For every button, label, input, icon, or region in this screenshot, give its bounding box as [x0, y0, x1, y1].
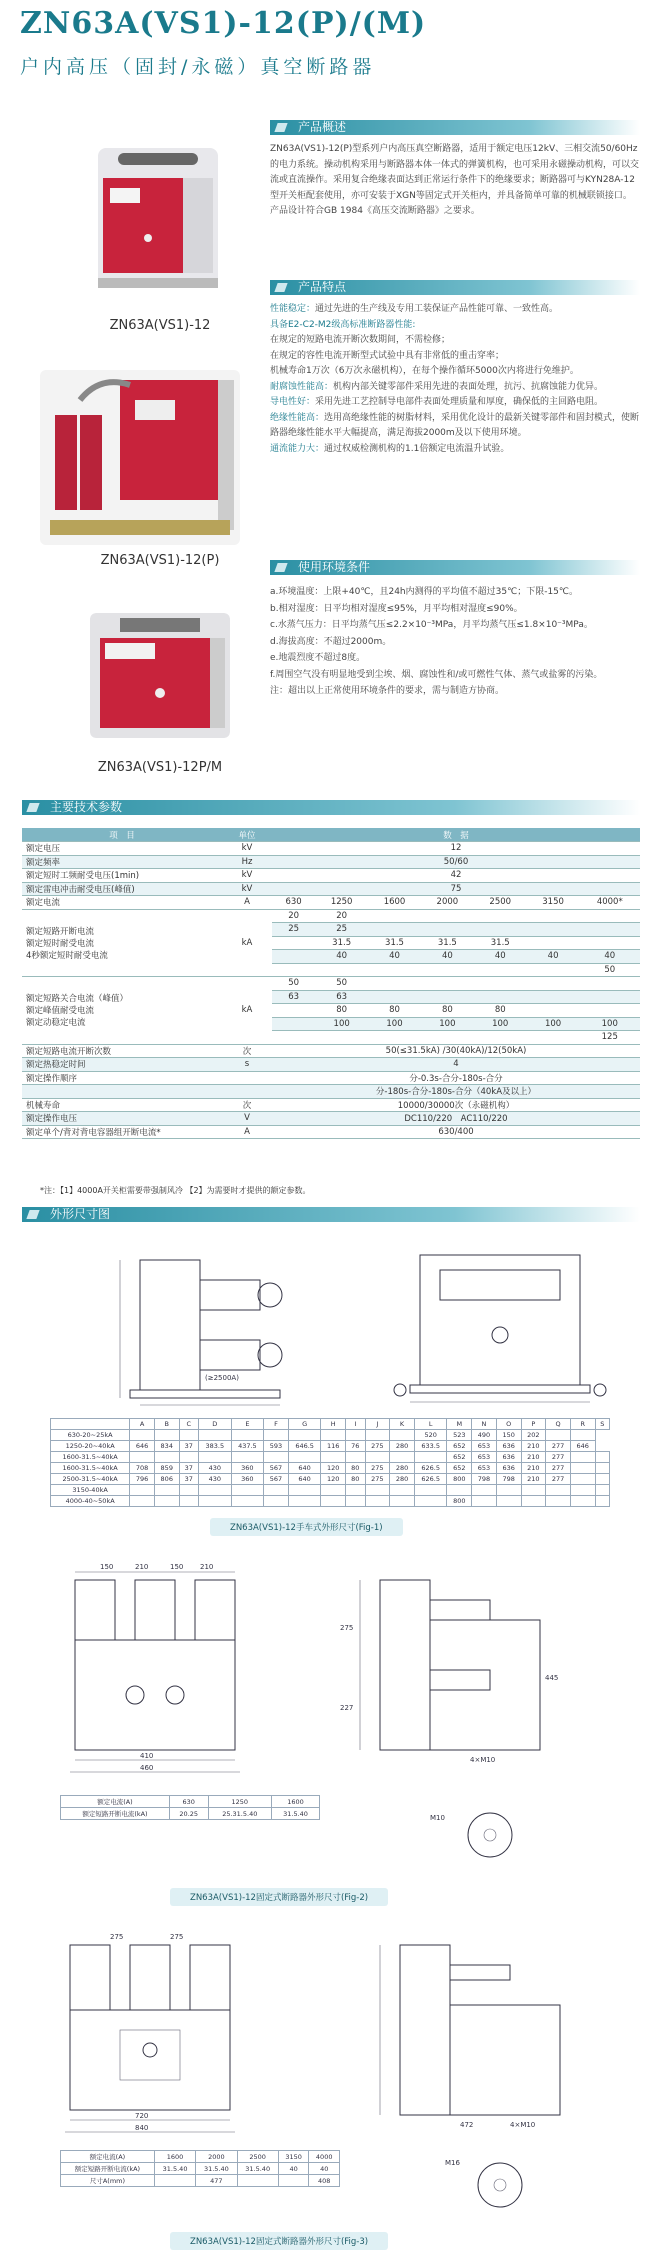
spec-note: *注：【1】4000A开关柜需要带强制风冷 【2】为需要时才提供的额定参数。 [40, 1186, 311, 1195]
table-row: 4000-40~50kA 800 [51, 1496, 610, 1507]
env-item: e.地震烈度不超过8度。 [270, 653, 366, 663]
fig1-side-drawing [110, 1240, 320, 1410]
table-header: 项 目 单位 数 据 [22, 828, 640, 842]
dimensions-heading: 外形尺寸图 [22, 1207, 640, 1222]
feature-item: 绝缘性能高：选用高绝缘性能的树脂材料，采用优化设计的最新关键零部件和固封模式，使断路器绝缘性能水平大幅提高，满足海拔2000m及以下使用环境。 [270, 412, 640, 438]
table-row: 50 [22, 963, 640, 977]
table-row: 机械寿命 次 10000/30000次（永磁机构） [22, 1098, 640, 1112]
table-row: 额定热稳定时间 s 4 [22, 1058, 640, 1072]
overview-text: ZN63A(VS1)-12(P)型系列户内高压真空断路器，适用于额定电压12kV、三相交流50/60Hz的电力系统。操动机构采用与断路器本体一体式的弹簧机构，也可采用永磁操动机构，可以交流或直流操作。采用复合绝缘表面达到正常运行条件下的绝缘要求；断路器可与KYN28A-12型开关柜配套使用，亦可安装于XGN等固定式开关柜内，并具备简单可靠的机械联锁接口。产品设计符合GB 1984《高压交流断路器》之要求。 [270, 144, 640, 216]
svg-text:472: 472 [460, 2121, 474, 2129]
table-row: 额定电流(A) 630 1250 1600 [61, 1796, 320, 1808]
svg-text:840: 840 [135, 2124, 149, 2132]
page-title: ZN63A(VS1)-12(P)/(M) [20, 6, 427, 41]
svg-text:720: 720 [135, 2112, 149, 2120]
feature-item: 在规定的容性电流开断型式试验中具有非常低的重击穿率； [270, 350, 505, 361]
svg-text:4×M10: 4×M10 [510, 2121, 536, 2129]
svg-text:275: 275 [170, 1933, 184, 1941]
fig3-current-table [60, 2150, 340, 2187]
svg-text:210: 210 [135, 1563, 149, 1571]
table-row: 25 25 [22, 923, 640, 937]
svg-text:150: 150 [100, 1563, 114, 1571]
fig2-side-drawing [330, 1570, 560, 1770]
table-row: 额定单个/背对背电容器组开断电流* A 630/400 [22, 1125, 640, 1139]
svg-text:227: 227 [340, 1704, 354, 1712]
product-caption-2: ZN63A(VS1)-12(P) [100, 553, 220, 568]
svg-text:M10: M10 [430, 1814, 445, 1822]
env-item: c.水蒸气压力：日平均蒸气压≤2.2×10⁻³MPa，月平均蒸气压≤1.8×10⁻³MPa。 [270, 620, 593, 630]
table-row: 额定短路开断电流(kA) 31.5.40 31.5.40 31.5.40 40 40 [61, 2163, 340, 2175]
table-row: 63 63 [22, 990, 640, 1004]
fig2-current-table [60, 1795, 320, 1820]
feature-item: 导电性好：采用先进工艺控制导电部件表面处理质量和厚度，确保低的主回路电阻。 [270, 397, 604, 407]
feature-item: 机械寿命1万次（6万次永磁机构），在每个操作循环5000次内将进行免维护。 [270, 366, 579, 376]
table-row: 80 80 80 80 [22, 1004, 640, 1018]
spec-heading: 主要技术参数 [22, 800, 640, 815]
fig2-caption: ZN63A(VS1)-12固定式断路器外形尺寸(Fig-2) [170, 1888, 388, 1906]
env-item: d.海拔高度：不超过2000m。 [270, 636, 392, 647]
environment-list [270, 584, 640, 700]
table-row: 1250-20~40kA 646 834 37 383.5 437.5 593 646.5 116 76 275 280 633.5 652 653 636 210 277 646 [51, 1441, 610, 1452]
environment-heading: 使用环境条件 [270, 560, 640, 575]
table-row: 尺寸A(mm) 477 408 [61, 2175, 340, 2187]
table-row: 40 40 40 40 40 40 [22, 950, 640, 964]
product-image-1 [88, 138, 228, 298]
table-row: 1600-31.5~40kA 652 653 636 210 277 [51, 1452, 610, 1463]
env-item: 注：超出以上正常使用环境条件的要求，需与制造方协商。 [270, 686, 505, 696]
env-item: f.周围空气没有明显地受到尘埃、烟、腐蚀性和/或可燃性气体、蒸气或盐雾的污染。 [270, 669, 603, 680]
table-row: 额定短路电流开断次数 次 50(≤31.5kA) /30(40kA)/12(50kA) [22, 1044, 640, 1058]
table-row: 额定频率 Hz 50/60 [22, 855, 640, 869]
table-row: 31.5 31.5 31.5 31.5 [22, 936, 640, 950]
fig1-dimension-table: A B C D E F G H I J K L M N O P Q R S 630-20~25kA 520 523 490 150 202 1250-20~40kA 646 834 37 383.5 437.5 593 646.5 116 76 275 280 633.5 652 653 636 210 277 646 1600-31.5~40kA 652 653 636 210 277 1600-31.5~40kA 708 859 37 430 360 567 640 120 80 275 280 626.5 652 653 636 210 277 2500-31.5~40kA 796 806 37 430 360 567 640 120 80 275 280 626.5 800 798 798 210 277 3150-40kA 4000-40~50kA 800 [50, 1418, 610, 1507]
feature-item: 性能稳定：通过先进的生产线及专用工装保证产品性能可靠、一致性高。 [270, 304, 559, 314]
fig1-caption: ZN63A(VS1)-12手车式外形尺寸(Fig-1) [210, 1518, 403, 1536]
feature-item: 耐腐蚀性能高：机构内部关键零部件采用先进的表面处理，抗污、抗腐蚀能力优异。 [270, 381, 604, 392]
feature-item: 通流能力大：通过权威检测机构的1.1倍额定电流温升试验。 [270, 443, 510, 454]
product-image-3 [90, 613, 230, 738]
table-row: 3150-40kA [51, 1485, 610, 1496]
table-row: 630-20~25kA 520 523 490 150 202 [51, 1430, 610, 1441]
fig1-front-drawing [380, 1240, 620, 1410]
svg-text:460: 460 [140, 1764, 154, 1772]
table-row: 1600-31.5~40kA 708 859 37 430 360 567 640 120 80 275 280 626.5 652 653 636 210 277 [51, 1463, 610, 1474]
features-heading: 产品特点 [270, 280, 640, 295]
svg-text:445: 445 [545, 1674, 559, 1682]
svg-text:410: 410 [140, 1752, 154, 1760]
table-row: 额定操作电压 V DC110/220 AC110/220 [22, 1112, 640, 1126]
spec-table [22, 828, 640, 1139]
table-row: 额定短路开断电流 额定短时耐受电流 4秒额定短时耐受电流 kA 20 20 [22, 909, 640, 923]
table-row: 额定雷电冲击耐受电压(峰值) kV 75 [22, 882, 640, 896]
svg-text:275: 275 [340, 1624, 354, 1632]
env-item: b.相对湿度：日平均相对湿度≤95%，月平均相对湿度≤90%。 [270, 603, 523, 614]
overview-heading: 产品概述 [270, 120, 640, 135]
table-row: 125 [22, 1031, 640, 1045]
feature-item: 具备E2-C2-M2级高标准断路器性能: [270, 319, 416, 330]
fig3-terminal-detail [440, 2145, 550, 2225]
table-row: 额定操作顺序 分-0.3s-合分-180s-合分 [22, 1071, 640, 1085]
svg-text:(≥2500A): (≥2500A) [205, 1374, 239, 1382]
table-row: 额定电流 A 630 1250 1600 2000 2500 3150 4000* [22, 896, 640, 910]
product-caption-3: ZN63A(VS1)-12P/M [97, 760, 223, 775]
svg-text:275: 275 [110, 1933, 124, 1941]
feature-item: 在规定的短路电流开断次数期间，不需检修； [270, 335, 451, 345]
svg-text:150: 150 [170, 1563, 184, 1571]
table-row: 100 100 100 100 100 100 [22, 1017, 640, 1031]
product-caption-1: ZN63A(VS1)-12 [109, 318, 211, 333]
table-row: 额定电压 kV 12 [22, 842, 640, 856]
fig3-side-drawing [360, 1935, 580, 2135]
table-row: 额定电流(A) 1600 2000 2500 3150 4000 [61, 2151, 340, 2163]
svg-text:210: 210 [200, 1563, 214, 1571]
env-item: a.环境温度：上限+40℃，且24h内测得的平均值不超过35℃；下限-15℃。 [270, 587, 579, 597]
svg-text:M16: M16 [445, 2159, 460, 2167]
fig3-front-drawing [50, 1930, 250, 2140]
page-subtitle: 户内高压（固封/永磁）真空断路器 [20, 56, 376, 78]
table-row: 2500-31.5~40kA 796 806 37 430 360 567 640 120 80 275 280 626.5 800 798 798 210 277 [51, 1474, 610, 1485]
table-row: 额定短路开断电流(kA) 20.25 25.31.5.40 31.5.40 [61, 1808, 320, 1820]
table-row: 额定短时工频耐受电压(1min) kV 42 [22, 869, 640, 883]
fig2-front-drawing [60, 1560, 250, 1780]
table-row: 额定短路关合电流（峰值） 额定峰值耐受电流 额定动稳定电流 kA 50 50 [22, 977, 640, 991]
fig3-caption: ZN63A(VS1)-12固定式断路器外形尺寸(Fig-3) [170, 2232, 388, 2250]
product-image-2 [40, 370, 240, 545]
features-list [270, 302, 640, 457]
fig2-terminal-detail [420, 1790, 550, 1880]
table-row: 分-180s-合分-180s-合分（40kA及以上） [22, 1085, 640, 1099]
svg-text:4×M10: 4×M10 [470, 1756, 496, 1764]
